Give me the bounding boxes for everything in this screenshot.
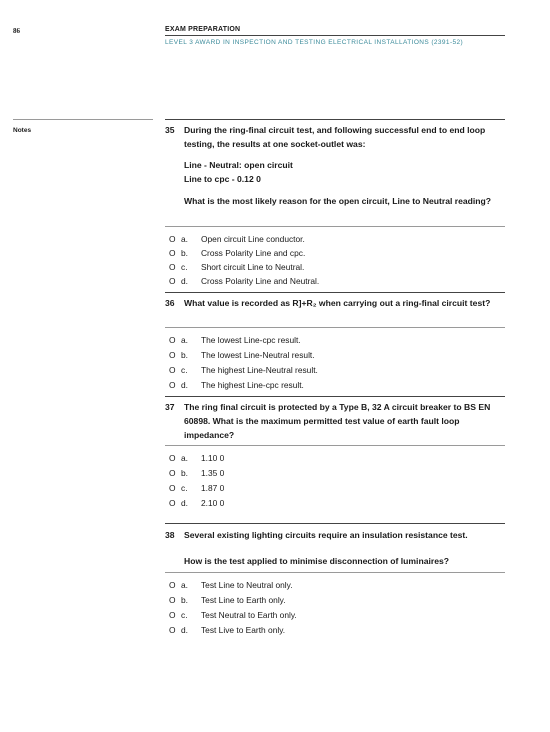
question-36-options-rule: [165, 327, 505, 328]
option-37-d[interactable]: [169, 497, 224, 509]
option-letter: c.: [181, 483, 188, 493]
question-35-options-rule: [165, 226, 505, 227]
option-35-b[interactable]: [169, 247, 305, 259]
option-text: 2.10 0: [201, 498, 225, 508]
option-letter: c.: [181, 610, 188, 620]
question-37-options-rule: [165, 445, 505, 446]
question-38: [165, 528, 510, 542]
option-letter: d.: [181, 276, 188, 286]
question-37-top-rule: [165, 396, 505, 397]
question-number: 38: [165, 530, 175, 540]
option-radio[interactable]: O: [169, 380, 176, 390]
option-38-a[interactable]: [169, 579, 293, 591]
option-radio[interactable]: O: [169, 276, 176, 286]
option-radio[interactable]: O: [169, 335, 176, 345]
header-divider: [165, 35, 505, 36]
question-36: [165, 296, 510, 310]
option-35-a[interactable]: [169, 233, 305, 245]
option-35-d[interactable]: [169, 275, 319, 287]
question-text: During the ring-final circuit test, and following successful end to end loop testing, the results at one socket-outlet was:: [184, 125, 486, 149]
option-text: Test Live to Earth only.: [201, 625, 286, 635]
option-text: Test Line to Neutral only.: [201, 580, 293, 590]
option-37-b[interactable]: [169, 467, 224, 479]
option-37-c[interactable]: [169, 482, 224, 494]
option-letter: b.: [181, 595, 188, 605]
notes-divider: [13, 119, 153, 120]
option-text: Cross Polarity Line and cpc.: [201, 248, 306, 258]
option-text: The highest Line-Neutral result.: [201, 365, 318, 375]
option-radio[interactable]: O: [169, 483, 176, 493]
option-text: 1.10 0: [201, 453, 225, 463]
option-letter: b.: [181, 468, 188, 478]
question-35: [165, 123, 510, 151]
question-35-detail-2: Line to cpc - 0.12 0: [184, 174, 261, 184]
option-36-c[interactable]: [169, 364, 318, 376]
option-35-c[interactable]: [169, 261, 304, 273]
question-36-top-rule: [165, 292, 505, 293]
question-35-top-rule: [165, 119, 505, 120]
notes-label: Notes: [13, 127, 32, 134]
question-number: 37: [165, 402, 175, 412]
header-title: EXAM PREPARATION: [165, 26, 241, 33]
question-37: [165, 400, 510, 442]
option-letter: a.: [181, 580, 188, 590]
option-letter: d.: [181, 380, 188, 390]
question-text: The ring final circuit is protected by a Type B, 32 A circuit breaker to BS EN 60898. What is the maximum permitted test value of earth fault loop impedance?: [184, 402, 491, 440]
option-letter: b.: [181, 248, 188, 258]
option-radio[interactable]: O: [169, 625, 176, 635]
option-text: Test Neutral to Earth only.: [201, 610, 297, 620]
question-35-detail-1: Line - Neutral: open circuit: [184, 160, 293, 170]
option-36-b[interactable]: [169, 349, 315, 361]
option-radio[interactable]: O: [169, 468, 176, 478]
option-radio[interactable]: O: [169, 453, 176, 463]
option-radio[interactable]: O: [169, 350, 176, 360]
option-text: The lowest Line-cpc result.: [201, 335, 301, 345]
option-text: Short circuit Line to Neutral.: [201, 262, 305, 272]
header-subtitle: LEVEL 3 AWARD IN INSPECTION AND TESTING ELECTRICAL INSTALLATIONS (2391-52): [165, 39, 464, 46]
question-number: 35: [165, 125, 175, 135]
question-38-options-rule: [165, 572, 505, 573]
option-letter: a.: [181, 453, 188, 463]
option-37-a[interactable]: [169, 452, 224, 464]
option-text: The highest Line-cpc result.: [201, 380, 304, 390]
option-letter: b.: [181, 350, 188, 360]
option-38-b[interactable]: [169, 594, 286, 606]
option-letter: d.: [181, 498, 188, 508]
option-38-c[interactable]: [169, 609, 297, 621]
option-letter: c.: [181, 262, 188, 272]
question-text: Several existing lighting circuits require an insulation resistance test.: [184, 530, 468, 540]
option-radio[interactable]: O: [169, 248, 176, 258]
option-radio[interactable]: O: [169, 234, 176, 244]
option-text: 1.35 0: [201, 468, 225, 478]
option-radio[interactable]: O: [169, 580, 176, 590]
question-text: What value is recorded as R]+R₂ when carrying out a ring-final circuit test?: [184, 298, 491, 308]
option-radio[interactable]: O: [169, 595, 176, 605]
question-38-sub-question: How is the test applied to minimise disconnection of luminaires?: [184, 556, 450, 566]
option-letter: d.: [181, 625, 188, 635]
option-text: 1.87 0: [201, 483, 225, 493]
option-text: Open circuit Line conductor.: [201, 234, 305, 244]
page-number: 86: [13, 27, 20, 35]
option-radio[interactable]: O: [169, 498, 176, 508]
option-letter: c.: [181, 365, 188, 375]
option-radio[interactable]: O: [169, 610, 176, 620]
option-radio[interactable]: O: [169, 262, 176, 272]
option-36-d[interactable]: [169, 379, 304, 391]
option-text: Cross Polarity Line and Neutral.: [201, 276, 320, 286]
option-text: The lowest Line-Neutral result.: [201, 350, 315, 360]
question-number: 36: [165, 298, 175, 308]
option-radio[interactable]: O: [169, 365, 176, 375]
option-38-d[interactable]: [169, 624, 285, 636]
question-35-sub-question: What is the most likely reason for the open circuit, Line to Neutral reading?: [184, 196, 492, 206]
option-letter: a.: [181, 234, 188, 244]
option-36-a[interactable]: [169, 334, 301, 346]
question-38-top-rule: [165, 523, 505, 524]
option-letter: a.: [181, 335, 188, 345]
option-text: Test Line to Earth only.: [201, 595, 286, 605]
